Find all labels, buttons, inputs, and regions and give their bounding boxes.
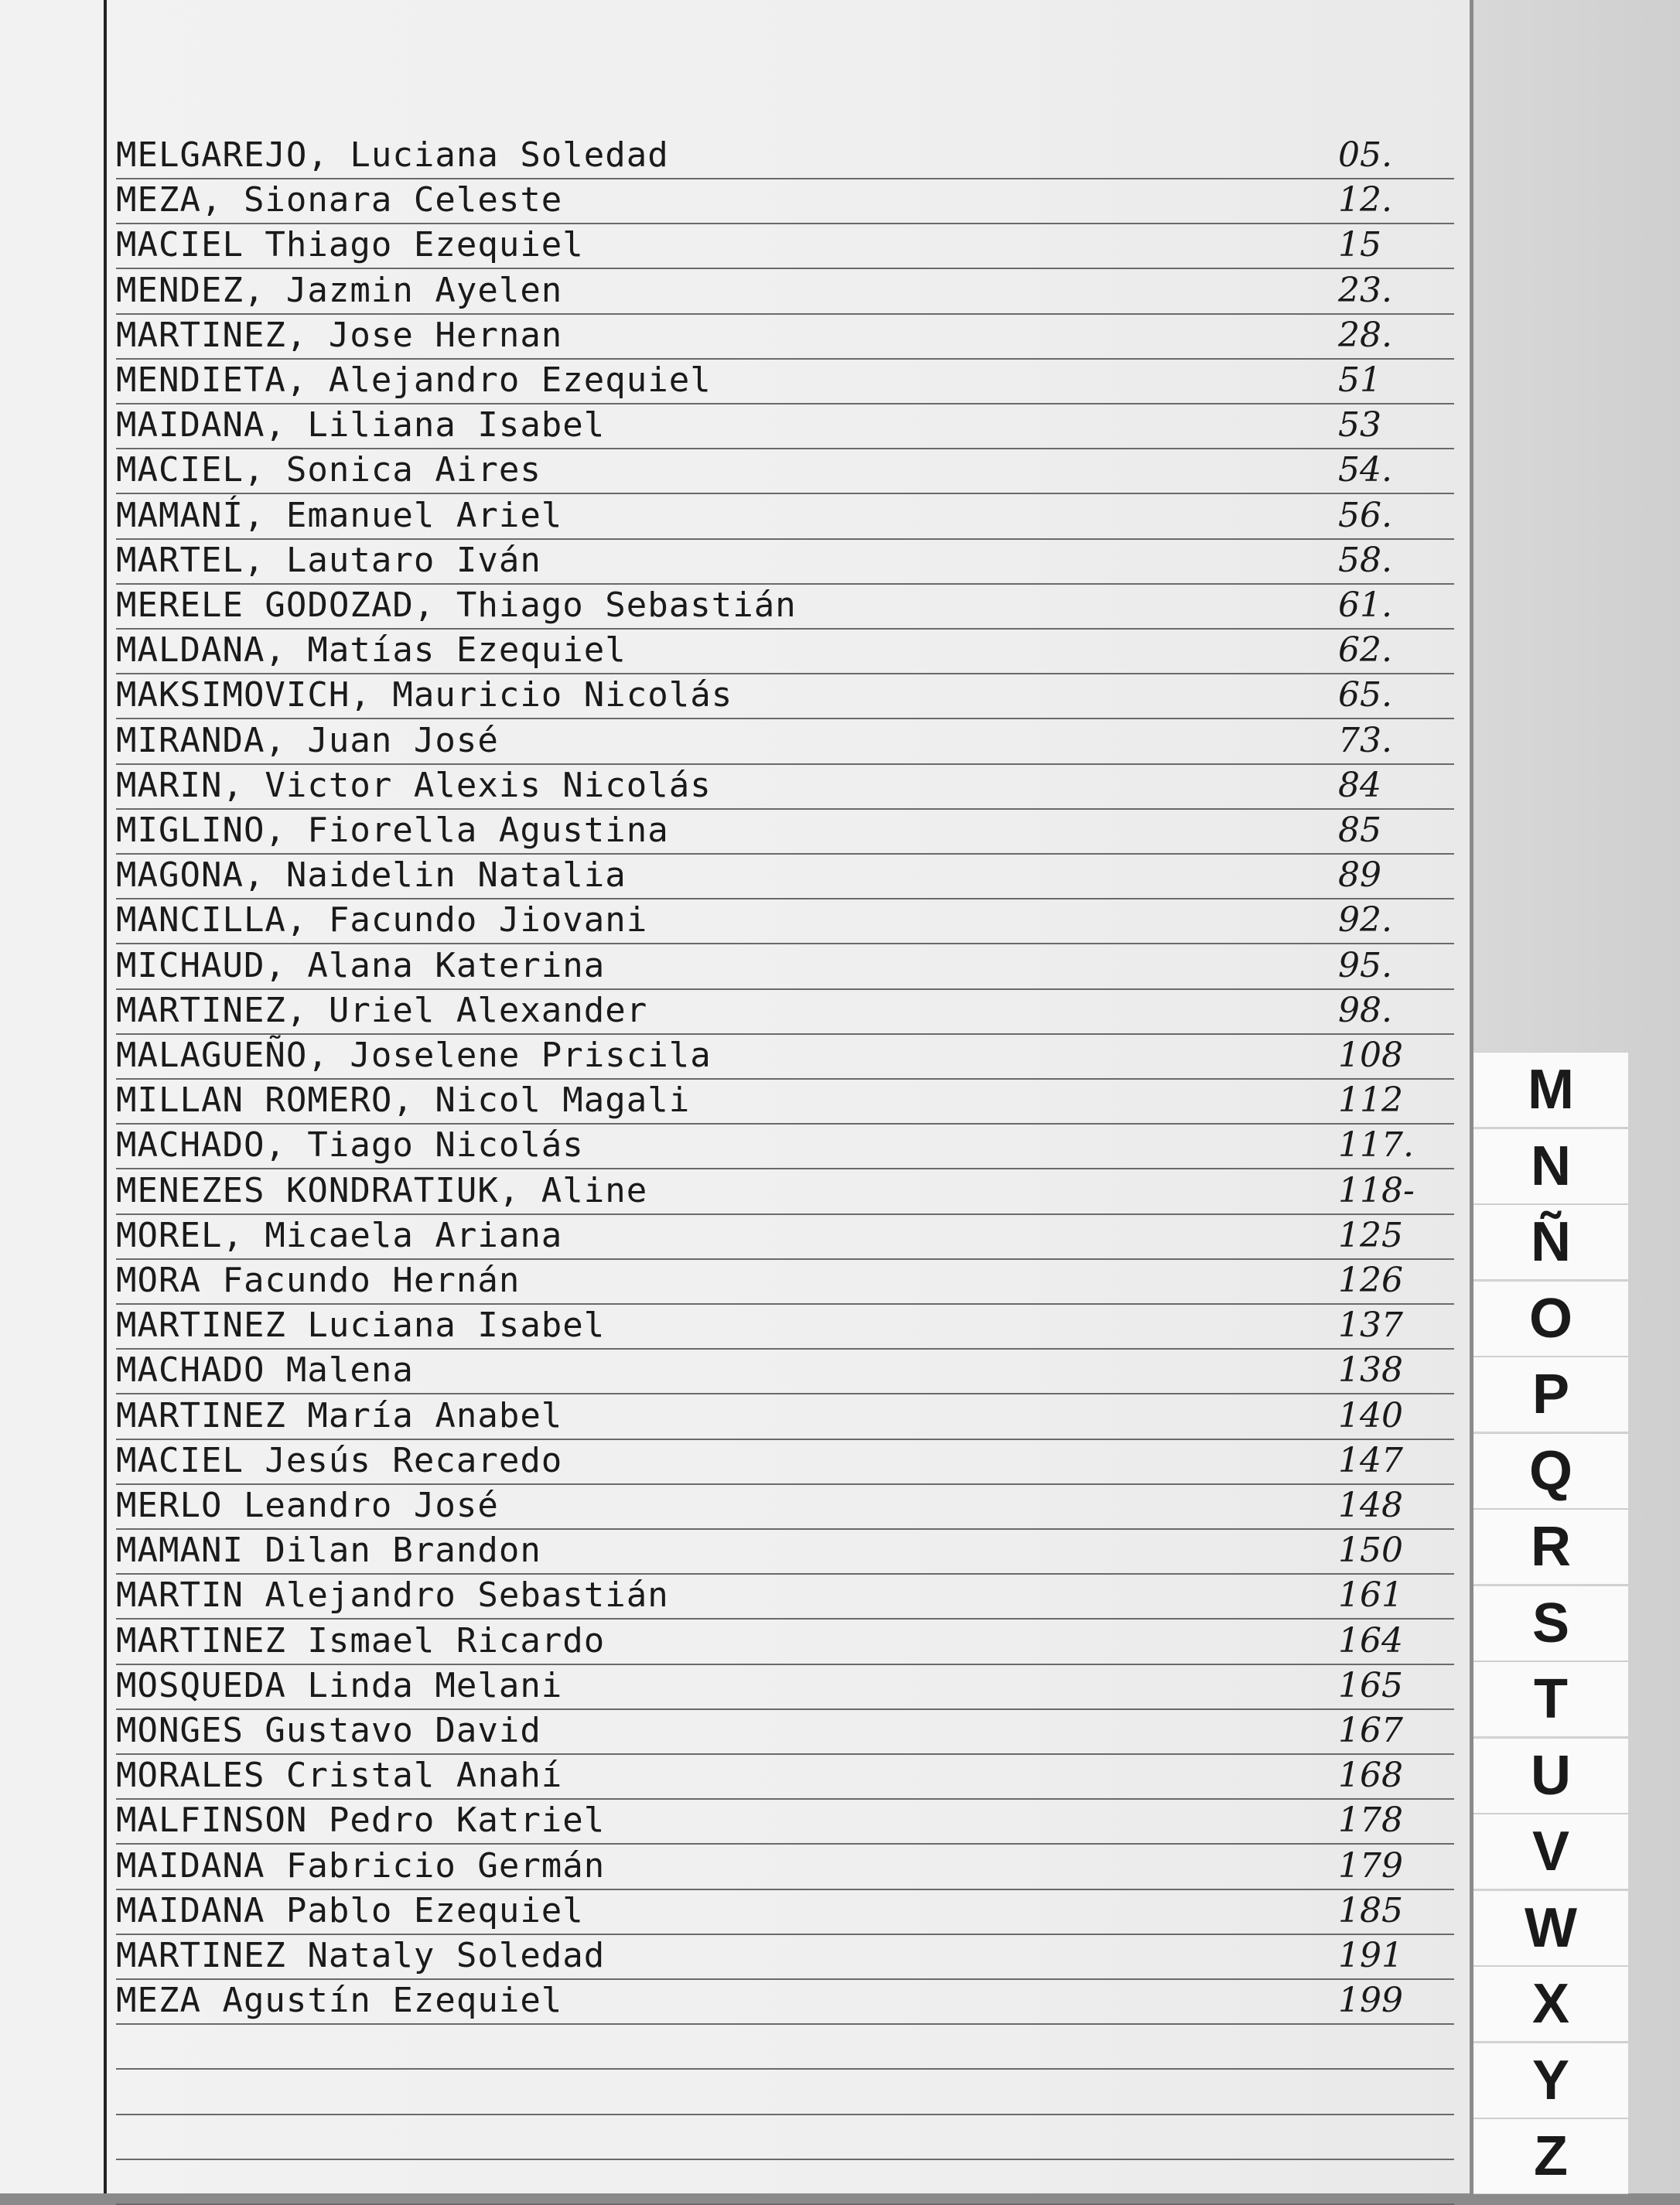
list-number: 148: [1338, 1486, 1403, 1525]
ruled-line: [116, 2068, 1454, 2070]
list-item: [116, 990, 1462, 1033]
list-number: 150: [1338, 1531, 1403, 1571]
list-item: [116, 1080, 1462, 1123]
student-name: MERELE GODOZAD, Thiago Sebastián: [116, 585, 797, 625]
list-item: [116, 495, 1462, 538]
student-name: MEZA Agustín Ezequiel: [116, 1981, 563, 2021]
index-tab-2[interactable]: Ñ: [1473, 1204, 1628, 1280]
student-name: MONGES Gustavo David: [116, 1711, 541, 1750]
list-item: [116, 540, 1462, 583]
list-item: [116, 449, 1462, 493]
list-item: [116, 1845, 1462, 1889]
list-item: [116, 1665, 1462, 1708]
student-name: MAMANÍ, Emanuel Ariel: [116, 495, 563, 535]
index-tab-6[interactable]: R: [1473, 1509, 1628, 1585]
ruled-line: [116, 2114, 1454, 2115]
list-item: [116, 1395, 1462, 1439]
list-number: 89: [1338, 855, 1381, 896]
student-name: MAIDANA, Liliana Isabel: [116, 405, 606, 445]
list-item: [116, 765, 1462, 808]
list-item: [116, 1215, 1462, 1258]
list-item: [116, 1710, 1462, 1753]
margin-line: [104, 0, 107, 2193]
list-number: 15: [1338, 225, 1381, 265]
list-item: [116, 1980, 1462, 2023]
list-number: 92.: [1338, 900, 1392, 940]
student-name: MORA Facundo Hernán: [116, 1261, 521, 1300]
index-tab-0[interactable]: M: [1473, 1052, 1628, 1128]
student-name: MACHADO, Tiago Nicolás: [116, 1125, 584, 1166]
student-name: MARTINEZ Nataly Soledad: [116, 1936, 606, 1975]
student-name: MARTINEZ, Uriel Alexander: [116, 990, 648, 1030]
list-item: [116, 315, 1462, 358]
list-item: [116, 179, 1462, 223]
list-number: 58.: [1338, 540, 1392, 580]
student-name: MEZA, Sionara Celeste: [116, 180, 563, 220]
index-tab-9[interactable]: U: [1473, 1738, 1628, 1814]
student-name: MENDIETA, Alejandro Ezequiel: [116, 360, 712, 400]
list-item: [116, 360, 1462, 403]
list-number: 168: [1338, 1756, 1403, 1796]
list-number: 191: [1338, 1936, 1403, 1975]
list-number: 185: [1338, 1890, 1403, 1930]
list-item: [116, 1485, 1462, 1528]
student-name: MAIDANA Fabricio Germán: [116, 1845, 606, 1886]
list-number: 140: [1338, 1395, 1403, 1435]
list-item: [116, 1935, 1462, 1978]
student-name: MARIN, Victor Alexis Nicolás: [116, 765, 712, 805]
index-tab-5[interactable]: Q: [1473, 1433, 1628, 1509]
list-number: 61.: [1338, 585, 1392, 625]
list-item: [116, 270, 1462, 313]
list-item: [116, 585, 1462, 628]
list-number: 117.: [1338, 1125, 1414, 1166]
index-tab-8[interactable]: T: [1473, 1661, 1628, 1737]
index-tab-10[interactable]: V: [1473, 1814, 1628, 1889]
list-item: [116, 720, 1462, 763]
list-number: 51: [1338, 360, 1381, 400]
list-number: 112: [1338, 1080, 1403, 1121]
list-number: 164: [1338, 1620, 1403, 1661]
student-name: MOREL, Micaela Ariana: [116, 1215, 563, 1255]
student-name: MAMANI Dilan Brandon: [116, 1531, 541, 1571]
student-name: MACIEL, Sonica Aires: [116, 450, 541, 490]
list-number: 147: [1338, 1440, 1403, 1480]
list-item: [116, 404, 1462, 448]
student-name: MARTINEZ María Anabel: [116, 1395, 563, 1435]
list-item: [116, 945, 1462, 988]
list-number: 84: [1338, 765, 1381, 805]
student-name: MARTEL, Lautaro Iván: [116, 540, 541, 580]
student-name: MALAGUEÑO, Joselene Priscila: [116, 1036, 712, 1075]
student-name: MARTINEZ Ismael Ricardo: [116, 1620, 606, 1661]
list-number: 179: [1338, 1845, 1403, 1886]
list-number: 108: [1338, 1036, 1403, 1075]
list-number: 73.: [1338, 720, 1392, 760]
list-number: 126: [1338, 1261, 1403, 1300]
student-name: MOSQUEDA Linda Melani: [116, 1665, 563, 1705]
list-number: 62.: [1338, 630, 1392, 671]
index-tab-7[interactable]: S: [1473, 1585, 1628, 1661]
index-tab-11[interactable]: W: [1473, 1890, 1628, 1966]
list-number: 167: [1338, 1711, 1403, 1750]
student-name: MELGAREJO, Luciana Soledad: [116, 135, 669, 175]
list-item: [116, 1350, 1462, 1393]
list-item: [116, 224, 1462, 268]
student-name: MARTINEZ, Jose Hernan: [116, 315, 563, 355]
list-number: 161: [1338, 1575, 1403, 1616]
list-item: [116, 1305, 1462, 1348]
list-number: 56.: [1338, 495, 1392, 535]
student-name: MENDEZ, Jazmin Ayelen: [116, 270, 563, 310]
list-item: [116, 1170, 1462, 1213]
list-item: [116, 1575, 1462, 1618]
list-item: [116, 135, 1462, 178]
student-name: MILLAN ROMERO, Nicol Magali: [116, 1080, 691, 1121]
list-item: [116, 1890, 1462, 1934]
list-item: [116, 630, 1462, 673]
index-tab-13[interactable]: Y: [1473, 2043, 1628, 2118]
list-number: 28.: [1338, 315, 1392, 355]
list-number: 118-: [1338, 1170, 1415, 1210]
list-item: [116, 855, 1462, 898]
student-name: MIRANDA, Juan José: [116, 720, 499, 760]
student-name: MICHAUD, Alana Katerina: [116, 945, 606, 985]
index-tab-14[interactable]: Z: [1473, 2118, 1628, 2194]
list-number: 65.: [1338, 675, 1392, 715]
list-item: [116, 674, 1462, 718]
list-item: [116, 1440, 1462, 1483]
list-number: 125: [1338, 1215, 1403, 1255]
student-name: MIGLINO, Fiorella Agustina: [116, 811, 669, 850]
student-name: MACHADO Malena: [116, 1350, 414, 1391]
list-number: 12.: [1338, 180, 1392, 220]
student-name: MORALES Cristal Anahí: [116, 1756, 563, 1796]
alphabet-index-tabs: [1473, 0, 1680, 2193]
list-item: [116, 1800, 1462, 1843]
index-tab-1[interactable]: N: [1473, 1128, 1628, 1204]
student-name: MARTIN Alejandro Sebastián: [116, 1575, 669, 1616]
list-number: 85: [1338, 811, 1381, 850]
student-name: MARTINEZ Luciana Isabel: [116, 1306, 606, 1346]
student-name: MALFINSON Pedro Katriel: [116, 1801, 606, 1841]
list-item: [116, 1755, 1462, 1798]
ruled-line: [116, 2159, 1454, 2160]
list-item: [116, 810, 1462, 853]
list-number: 138: [1338, 1350, 1403, 1391]
list-item: [116, 899, 1462, 943]
list-number: 54.: [1338, 450, 1392, 490]
student-name: MALDANA, Matías Ezequiel: [116, 630, 627, 671]
student-name: MERLO Leandro José: [116, 1486, 499, 1525]
student-name: MENEZES KONDRATIUK, Aline: [116, 1170, 648, 1210]
student-name: MAKSIMOVICH, Mauricio Nicolás: [116, 675, 733, 715]
list-item: [116, 1260, 1462, 1303]
list-number: 98.: [1338, 990, 1392, 1030]
student-name: MACIEL Jesús Recaredo: [116, 1440, 563, 1480]
list-number: 137: [1338, 1306, 1403, 1346]
list-number: 178: [1338, 1801, 1403, 1841]
student-name: MAGONA, Naidelin Natalia: [116, 855, 627, 896]
list-number: 53: [1338, 405, 1381, 445]
list-number: 199: [1338, 1981, 1403, 2021]
student-name: MACIEL Thiago Ezequiel: [116, 225, 584, 265]
list-item: [116, 1035, 1462, 1078]
list-number: 23.: [1338, 270, 1392, 310]
list-item: [116, 1125, 1462, 1168]
index-tab-3[interactable]: O: [1473, 1281, 1628, 1357]
student-name: MANCILLA, Facundo Jiovani: [116, 900, 648, 940]
list-number: 95.: [1338, 945, 1392, 985]
list-item: [116, 1620, 1462, 1664]
list-item: [116, 1530, 1462, 1573]
student-name: MAIDANA Pablo Ezequiel: [116, 1890, 584, 1930]
list-number: 05.: [1338, 135, 1392, 175]
ruled-line: [116, 2023, 1454, 2025]
index-tab-12[interactable]: X: [1473, 1966, 1628, 2042]
list-number: 165: [1338, 1665, 1403, 1705]
index-tab-4[interactable]: P: [1473, 1357, 1628, 1432]
